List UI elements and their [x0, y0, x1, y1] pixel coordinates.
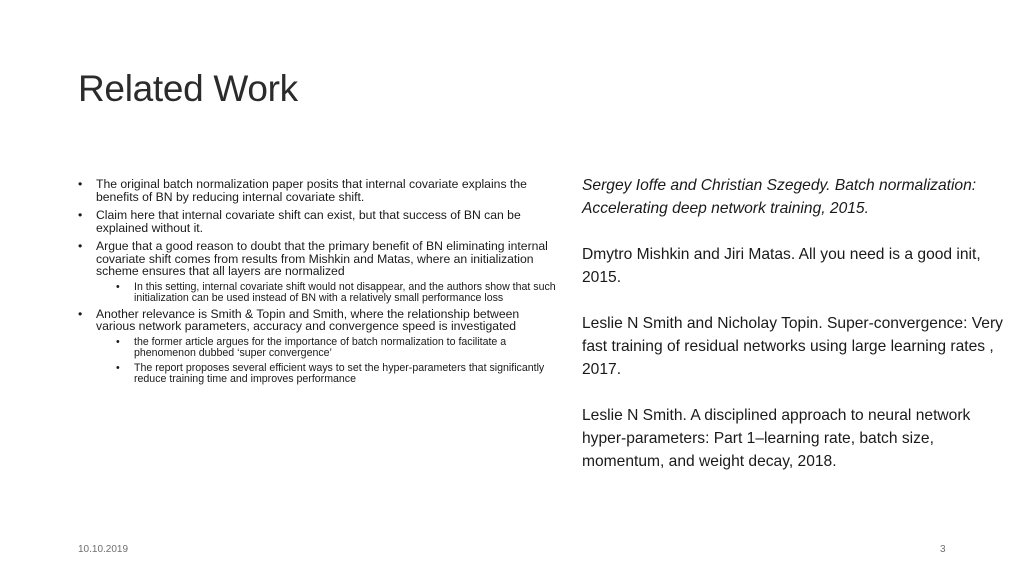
reference-list	[582, 174, 1007, 496]
bullet-item: • Claim here that internal covariate shift can exist, but that success of BN can be explained without it.	[78, 209, 556, 234]
sub-bullet-item: • In this setting, internal covariate shift would not disappear, and the authors show that such initialization can be used instead of BN with a relatively small performance loss	[116, 282, 556, 304]
reference-item: Sergey Ioffe and Christian Szegedy. Batch normalization: Accelerating deep network training, 2015.	[582, 177, 977, 217]
sub-bullet-item: • the former article argues for the importance of batch normalization to facilitate a phenomenon dubbed ‘super convergence’	[116, 337, 556, 359]
bullet-item: • The original batch normalization paper posits that internal covariate explains the benefits of BN by reducing internal covariate shift.	[78, 178, 556, 203]
bullet-list	[78, 178, 556, 389]
reference-item: Dmytro Mishkin and Jiri Matas. All you need is a good init, 2015.	[582, 246, 981, 286]
sub-bullet-item: • The report proposes several efficient ways to set the hyper-parameters that significantly reduce training time and improves performance	[116, 363, 556, 385]
slide-title: Related Work	[78, 68, 298, 109]
bullet-item: • Argue that a good reason to doubt that the primary benefit of BN eliminating internal covariate shift comes from results from Mishkin and Matas, where an initialization scheme ensures that all layers are normalized	[78, 240, 556, 278]
reference-item: Leslie N Smith. A disciplined approach to neural network hyper-parameters: Part 1–learning rate, batch size, momentum, and weight decay, 2018.	[582, 407, 971, 470]
reference-item: Leslie N Smith and Nicholay Topin. Super-convergence: Very fast training of residual networks using large learning rates , 2017.	[582, 315, 1003, 378]
page-number: 3	[940, 544, 946, 555]
bullet-item: • Another relevance is Smith & Topin and Smith, where the relationship between various network parameters, accuracy and convergence speed is investigated	[78, 308, 556, 333]
footer-date: 10.10.2019	[78, 544, 129, 555]
